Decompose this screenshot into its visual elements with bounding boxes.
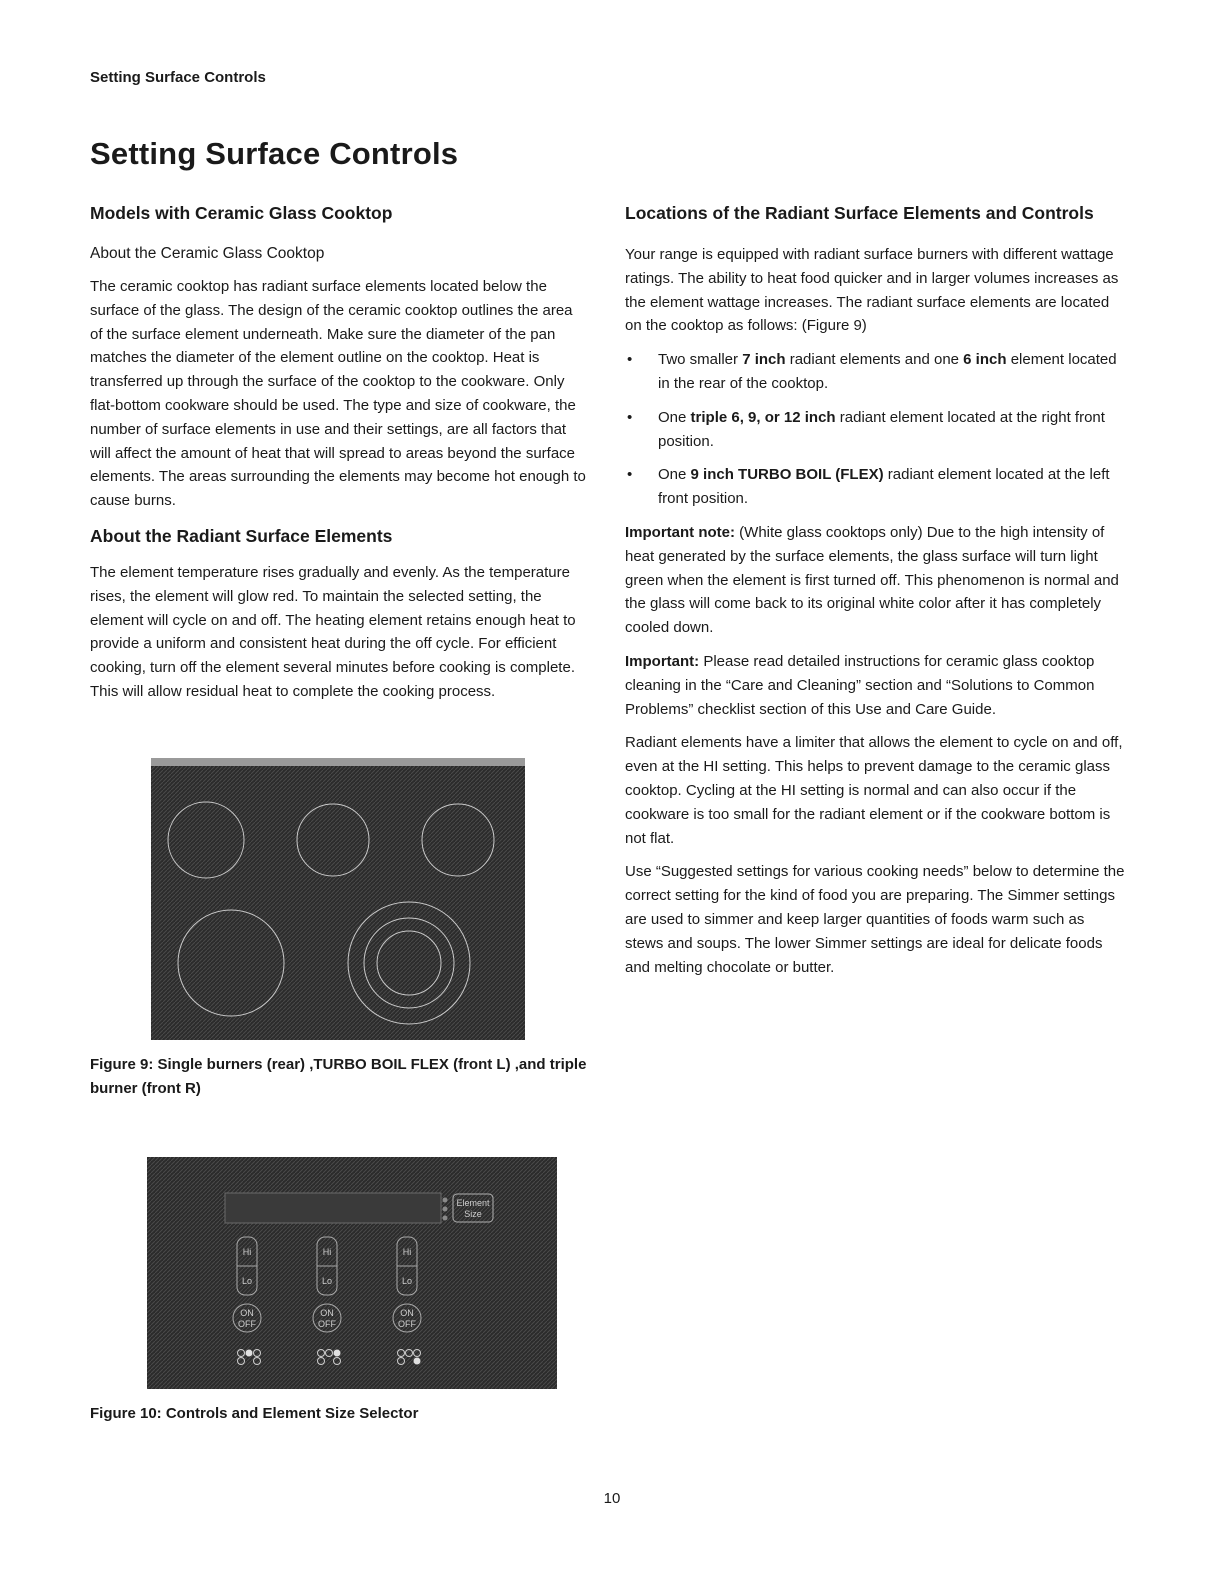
indicator-dot xyxy=(443,1207,448,1212)
running-header: Setting Surface Controls xyxy=(90,69,266,86)
control-panel-figure xyxy=(147,1157,557,1389)
cooktop-trim xyxy=(151,758,525,766)
hi-label: Hi xyxy=(402,1247,412,1257)
cooktop-figure xyxy=(151,758,525,1040)
lo-label: Lo xyxy=(321,1276,333,1286)
list-item: • One 9 inch TURBO BOIL (FLEX) radiant element located at the left front position. xyxy=(625,463,1125,511)
bullet-icon: • xyxy=(627,408,633,426)
lo-label: Lo xyxy=(401,1276,413,1286)
left-column xyxy=(90,200,588,714)
important-note: Important note: (White glass cooktops only) Due to the high intensity of heat generated by the surface elements, the glass surface will turn light green when the element is first turned off. This phenomenon is normal and the glass will come back to its original white color after it has completely cooled down. xyxy=(625,523,1119,637)
off-label: OFF xyxy=(238,1319,256,1329)
on-label: ON xyxy=(240,1308,254,1318)
section-heading-radiant: About the Radiant Surface Elements xyxy=(90,525,393,546)
on-label: ON xyxy=(400,1308,414,1318)
list-item: • One triple 6, 9, or 12 inch radiant element located at the right front position. xyxy=(625,406,1125,454)
off-label: OFF xyxy=(318,1319,336,1329)
figure-9-caption: Figure 9: Single burners (rear) ,TURBO BOIL FLEX (front L) ,and triple burner (front R) xyxy=(90,1056,587,1097)
element-size-label: Size xyxy=(464,1209,482,1219)
indicator-dot xyxy=(443,1198,448,1203)
paragraph-cooktop: The ceramic cooktop has radiant surface elements located below the surface of the glass. The design of the ceramic cooktop outlines the area of the surface element underneath. Make sure the diameter of the pan matches the diameter of the element outline on the cooktop. Heat is transferred up through the surface of the cooktop to the cookware. Only flat-bottom cookware should be used. The type and size of cookware, the number of surface elements in use and their settings, are all factors that will affect the amount of heat that will spread to areas beyond the surface elements. The areas surrounding the elements may become hot enough to cause burns. xyxy=(90,278,586,510)
paragraph-radiant: The element temperature rises gradually and evenly. As the temperature rises, the element will glow red. To maintain the selected setting, the element will cycle on and off. The heating element retains enough heat to provide a uniform and consistent heat during the off cycle. For efficient cooking, turn off the element several minutes before cooking is complete. This will allow residual heat to complete the cooking process. xyxy=(90,563,576,700)
hi-label: Hi xyxy=(242,1247,252,1257)
off-label: OFF xyxy=(398,1319,416,1329)
section-heading-locations: Locations of the Radiant Surface Elements and Controls xyxy=(625,203,1094,223)
lo-label: Lo xyxy=(241,1276,253,1286)
bullet-icon: • xyxy=(627,466,633,484)
figure-10-caption: Figure 10: Controls and Element Size Selector xyxy=(90,1405,419,1422)
paragraph-limiter: Radiant elements have a limiter that allows the element to cycle on and off, even at the HI setting. This helps to prevent damage to the ceramic glass cooktop. Cycling at the HI setting is normal and can also occur if the cookware is too small for the radiant element or if the cookware bottom is not flat. xyxy=(625,734,1123,847)
element-list xyxy=(625,348,1125,511)
display-window xyxy=(225,1193,441,1223)
paragraph-suggested: Use “Suggested settings for various cooking needs” below to determine the correct setting for the kind of food you are preparing. The Simmer settings are used to simmer and keep larger quantities of foods warm such as stews and soups. The lower Simmer settings are ideal for delicate foods and melting chocolate or butter. xyxy=(625,863,1125,976)
page-number: 10 xyxy=(603,1490,621,1507)
element-size-label: Element xyxy=(456,1198,490,1208)
page-title: Setting Surface Controls xyxy=(90,136,459,171)
on-label: ON xyxy=(320,1308,334,1318)
control-panel-glass xyxy=(147,1157,557,1389)
section-heading-models: Models with Ceramic Glass Cooktop xyxy=(90,203,393,223)
hi-label: Hi xyxy=(322,1247,332,1257)
subheading-about-cooktop: About the Ceramic Glass Cooktop xyxy=(90,245,325,262)
important-cleaning: Important: Please read detailed instructions for ceramic glass cooktop cleaning in the “Care and Cleaning” section and “Solutions to Common Problems” checklist section of this Use and Care Guide. xyxy=(625,652,1095,718)
cooktop-glass xyxy=(151,758,525,1040)
list-item: • Two smaller 7 inch radiant elements and one 6 inch element located in the rear of the cooktop. xyxy=(625,348,1125,396)
paragraph-intro: Your range is equipped with radiant surface burners with different wattage ratings. The ability to heat food quicker and in larger volumes increases as the element wattage increases. The radiant surface elements are located on the cooktop as follows: (Figure 9) xyxy=(625,246,1119,335)
bullet-icon: • xyxy=(627,351,633,369)
right-column xyxy=(625,200,1125,989)
indicator-dot xyxy=(443,1216,448,1221)
